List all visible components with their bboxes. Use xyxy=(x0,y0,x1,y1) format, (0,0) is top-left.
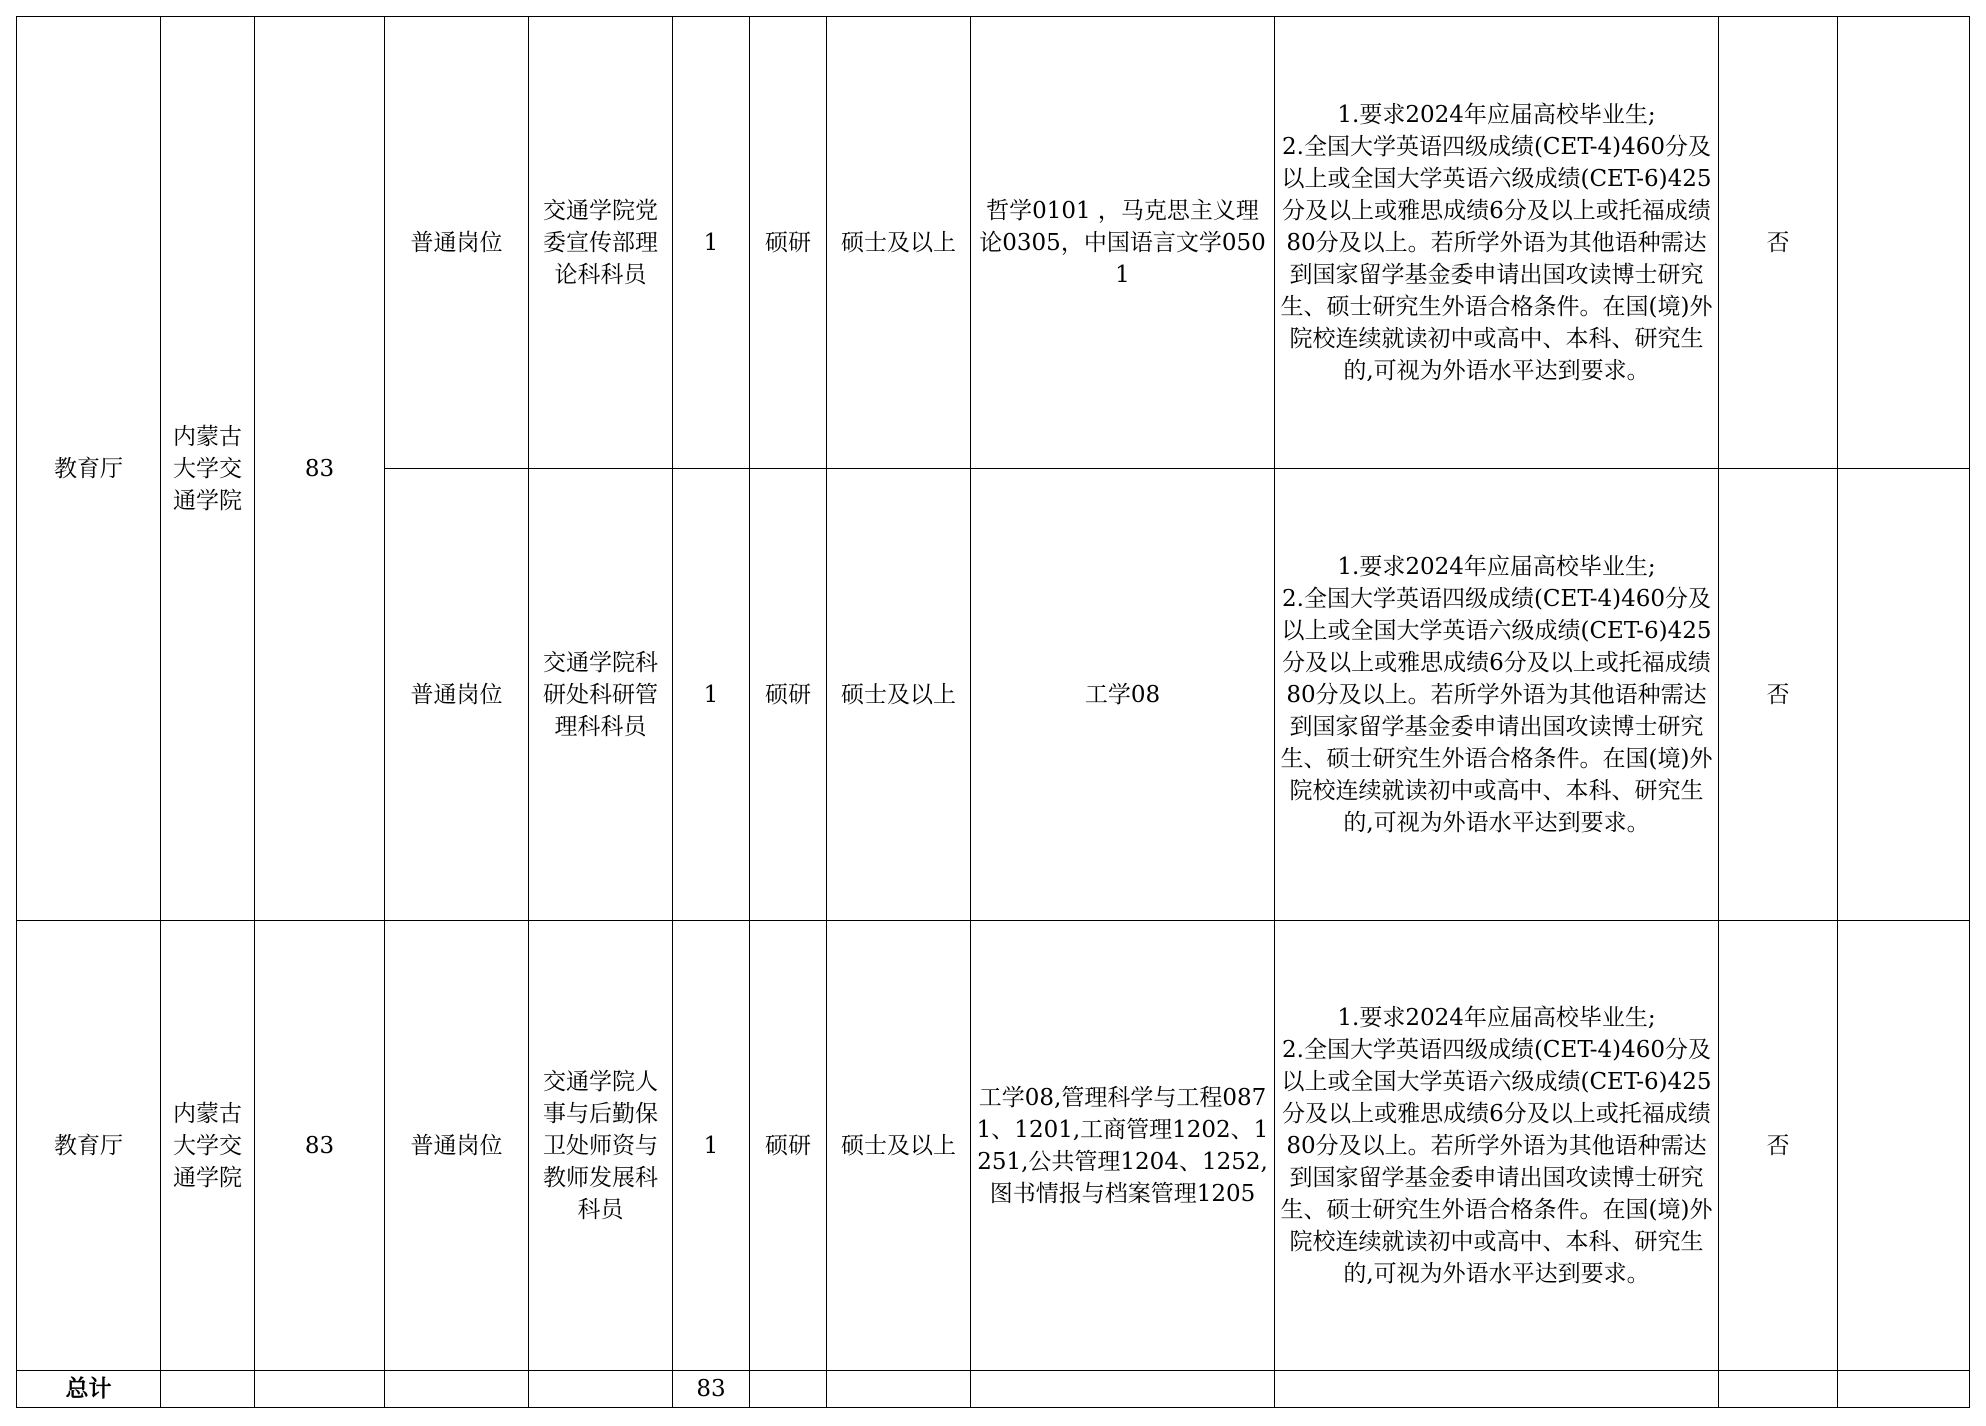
total-count: 83 xyxy=(673,1371,750,1408)
requirement-line: 1.要求2024年应届高校毕业生; xyxy=(1337,553,1656,580)
flag-cell: 否 xyxy=(1719,469,1838,921)
post-name-cell: 交通学院党委宣传部理论科科员 xyxy=(529,17,673,469)
requirement-line: 2.全国大学英语四级成绩(CET-4)460分及以上或全国大学英语六级成绩(CET-6)425分及以上或雅思成绩6分及以上或托福成绩80分及以上。若所学外语为其他语种需达到国家留学基金委申请出国攻读博士研究生、硕士研究生外语合格条件。在国(境)外院校连续就读初中或高中、本科、研究生的,可视为外语水平达到要求。 xyxy=(1280,1036,1713,1287)
unit-code-cell: 83 xyxy=(255,921,385,1371)
requirements-cell xyxy=(1275,17,1719,469)
exam-cell: 硕研 xyxy=(750,921,827,1371)
empty-cell xyxy=(385,1371,529,1408)
requirement-line: 1.要求2024年应届高校毕业生; xyxy=(1337,101,1656,128)
empty-cell xyxy=(1275,1371,1719,1408)
flag-cell: 否 xyxy=(1719,17,1838,469)
unit-cell: 内蒙古大学交通学院 xyxy=(161,921,255,1371)
education-cell: 硕士及以上 xyxy=(827,921,971,1371)
empty-cell xyxy=(1838,1371,1970,1408)
post-type-cell: 普通岗位 xyxy=(385,17,529,469)
table-row xyxy=(17,921,1970,1371)
requirement-line: 2.全国大学英语四级成绩(CET-4)460分及以上或全国大学英语六级成绩(CET-6)425分及以上或雅思成绩6分及以上或托福成绩80分及以上。若所学外语为其他语种需达到国家留学基金委申请出国攻读博士研究生、硕士研究生外语合格条件。在国(境)外院校连续就读初中或高中、本科、研究生的,可视为外语水平达到要求。 xyxy=(1280,585,1713,836)
empty-cell xyxy=(529,1371,673,1408)
unit-code-cell: 83 xyxy=(255,17,385,921)
post-type-cell: 普通岗位 xyxy=(385,921,529,1371)
major-cell: 哲学0101 ，马克思主义理论0305，中国语言文学0501 xyxy=(971,17,1275,469)
exam-cell: 硕研 xyxy=(750,469,827,921)
post-name-cell: 交通学院科研处科研管理科科员 xyxy=(529,469,673,921)
exam-cell: 硕研 xyxy=(750,17,827,469)
post-name-cell: 交通学院人事与后勤保卫处师资与教师发展科科员 xyxy=(529,921,673,1371)
note-cell xyxy=(1838,921,1970,1371)
flag-cell: 否 xyxy=(1719,921,1838,1371)
education-cell: 硕士及以上 xyxy=(827,17,971,469)
empty-cell xyxy=(255,1371,385,1408)
total-row xyxy=(17,1371,1970,1408)
education-cell: 硕士及以上 xyxy=(827,469,971,921)
count-cell: 1 xyxy=(673,17,750,469)
major-cell: 工学08 xyxy=(971,469,1275,921)
empty-cell xyxy=(1719,1371,1838,1408)
empty-cell xyxy=(827,1371,971,1408)
department-cell: 教育厅 xyxy=(17,17,161,921)
recruitment-table xyxy=(16,16,1970,1408)
empty-cell xyxy=(750,1371,827,1408)
unit-cell: 内蒙古大学交通学院 xyxy=(161,17,255,921)
empty-cell xyxy=(971,1371,1275,1408)
count-cell: 1 xyxy=(673,469,750,921)
count-cell: 1 xyxy=(673,921,750,1371)
empty-cell xyxy=(161,1371,255,1408)
requirements-cell xyxy=(1275,921,1719,1371)
requirement-line: 2.全国大学英语四级成绩(CET-4)460分及以上或全国大学英语六级成绩(CET-6)425分及以上或雅思成绩6分及以上或托福成绩80分及以上。若所学外语为其他语种需达到国家留学基金委申请出国攻读博士研究生、硕士研究生外语合格条件。在国(境)外院校连续就读初中或高中、本科、研究生的,可视为外语水平达到要求。 xyxy=(1280,133,1713,384)
note-cell xyxy=(1838,469,1970,921)
department-cell: 教育厅 xyxy=(17,921,161,1371)
total-label: 总计 xyxy=(17,1371,161,1408)
note-cell xyxy=(1838,17,1970,469)
requirements-cell xyxy=(1275,469,1719,921)
post-type-cell: 普通岗位 xyxy=(385,469,529,921)
table-row xyxy=(17,17,1970,469)
requirement-line: 1.要求2024年应届高校毕业生; xyxy=(1337,1004,1656,1031)
major-cell: 工学08,管理科学与工程0871、1201,工商管理1202、1251,公共管理1204、1252,图书情报与档案管理1205 xyxy=(971,921,1275,1371)
